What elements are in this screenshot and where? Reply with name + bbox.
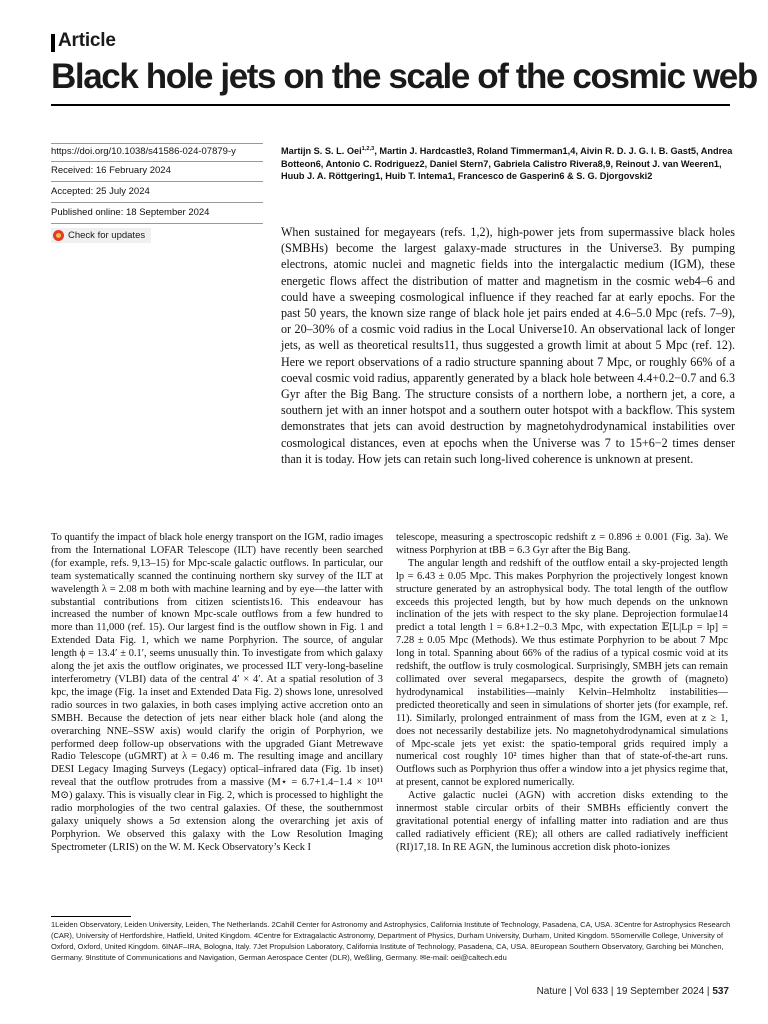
meta-divider xyxy=(51,143,263,144)
page-number: 537 xyxy=(712,986,729,997)
first-author[interactable]: Martijn S. S. L. Oei xyxy=(281,146,362,156)
journal-name: Nature xyxy=(536,986,567,997)
volume: Vol 633 xyxy=(574,986,609,997)
affiliations-footnote: 1Leiden Observatory, Leiden University, Leiden, The Netherlands. 2Cahill Center for Astronomy and Astrophysics, California Institute of Technology, Pasadena, CA, USA. 3Centre for Astrophysics Research (CAR), University of Hertfordshire, Hatfield, United Kingdom. 4Centre for Extragalactic Astronomy, Department of Physics, Durham University, Durham, United Kingdom. 5Somerville College, University of Oxford, Oxford, United Kingdom. 6INAF–IRA, Bologna, Italy. 7Jet Propulsion Laboratory, California Institute of Technology, Pasadena, CA, USA. 8European Southern Observatory, Garching bei München, Germany. 9Institute of Communications and Navigation, German Aerospace Center (DLR), Weßling, Germany. ✉e-mail: oei@caltech.edu xyxy=(51,920,731,962)
doi-link[interactable]: https://doi.org/10.1038/s41586-024-07879-y xyxy=(51,146,236,157)
meta-divider xyxy=(51,161,263,162)
article-type-label: Article xyxy=(58,30,116,51)
received-date: Received: 16 February 2024 xyxy=(51,165,171,176)
accepted-date: Accepted: 25 July 2024 xyxy=(51,186,150,197)
crossmark-icon xyxy=(53,230,64,241)
author-list xyxy=(281,145,741,183)
meta-divider xyxy=(51,223,263,224)
body-paragraph: The angular length and redshift of the outflow entail a sky-projected length lp = 6.43 ± 0.05 Mpc. This makes Porphyrion the projectively longest known structure generated by an astrophysical body. The total length of the outflow exceeds this projected length, but by how much depends on the unknown inclination of the jets with respect to the sky plane. Deprojection formulae14 predict a total length l = 6.8+1.2−0.3 Mpc, with expectation 𝔼[L|Lp = lp] = 7.28 ± 0.05 Mpc (Methods). We thus estimate Porphyrion to be about 7 Mpc long in total. Spanning about 66% of the radius of a typical cosmic void at its redshift, the outflow is truly cosmological. Surprisingly, SMBH jets can remain collimated over several megaparsecs, despite the growth of (magneto) hydrodynamical instabilities—mainly Kelvin–Helmholtz instabilities—predicted theoretically and seen in simulations of shorter jets (for example, ref. 11). Similarly, prolonged entrainment of mass from the IGM, even at z ≥ 1, does not necessarily destabilize jets. No magnetohydrodynamical simulations of Mpc-scale jets yet exist: the spatio-temporal grids required imply a numerical cost roughly 10² times higher than that of state-of-the-art runs. Outflows such as Porphyrion thus offer a window into a jet physics regime that, at present, cannot be explored numerically. xyxy=(396,557,728,789)
other-authors: , Martin J. Hardcastle3, Roland Timmerman1,4, Aivin R. D. J. G. I. B. Gast5, Andrea Botteon6, Antonio C. Rodriguez2, Daniel Stern7, Gabriela Calistro Rivera8,9, Reinout J. van Weeren1, Huub J. A. Röttgering1, Huib T. Intema1, Francesco de Gasperin6 & S. G. Djorgovski2 xyxy=(281,146,733,182)
published-date: Published online: 18 September 2024 xyxy=(51,207,210,218)
header-rule xyxy=(51,34,55,52)
issue-date: 19 September 2024 xyxy=(616,986,705,997)
first-author-affiliations: 1,2,3 xyxy=(361,145,375,152)
footnote-rule xyxy=(51,916,131,917)
article-title: Black hole jets on the scale of the cosmic web xyxy=(51,57,757,96)
meta-divider xyxy=(51,181,263,182)
body-column-left xyxy=(51,532,383,855)
folio-separator: | xyxy=(569,986,575,997)
meta-divider xyxy=(51,202,263,203)
abstract xyxy=(281,224,735,467)
folio-separator: | xyxy=(706,986,713,997)
page-footer xyxy=(480,986,729,997)
check-updates-label: Check for updates xyxy=(68,230,146,241)
body-paragraph: Active galactic nuclei (AGN) with accretion disks extending to the innermost stable circular orbits of their SMBHs efficiently convert the gravitational potential energy of infalling matter into radiation and are thus called radiatively efficient (RE); all others are called radiatively inefficient (RI)17,18. In RE AGN, the luminous accretion disk photo-ionizes xyxy=(396,790,728,853)
check-for-updates-button[interactable] xyxy=(51,228,151,243)
folio-separator: | xyxy=(610,986,617,997)
body-paragraph: telescope, measuring a spectroscopic redshift z = 0.896 ± 0.001 (Fig. 3a). We witness Porphyrion at tBB = 6.3 Gyr after the Big Bang. xyxy=(396,532,728,556)
body-column-right xyxy=(396,532,728,855)
body-paragraph: To quantify the impact of black hole energy transport on the IGM, radio images from the International LOFAR Telescope (ILT) have recently been searched (for example, refs. 9,13–15) for Mpc-scale galactic outflows. In particular, our team systematically scanned the continuing northern sky survey of the ILT at wavelength λ = 2.08 m both with machine learning and by eye—the latter with substantial contributions from citizen scientists16. This endeavour has increased the number of known Mpc-scale outflows from a few hundred to more than 11,000 (ref. 15). Our largest find is the outflow shown in Fig. 1 and Extended Data Fig. 1, which we name Porphyrion. The source, of angular length ϕ = 13.4′ ± 0.1′, seems unusually thin. To investigate from which galaxy along the jet axis the outflow originates, we processed ILT very-long-baseline interferometry (VLBI) data of the central 4′ × 4′. At a spatial resolution of 3 kpc, the image (Fig. 1a inset and Extended Data Fig. 2) shows lone, unresolved radio sources in two galaxies, in both cases implying active accretion onto an SMBH. Because the detection of jets near either black hole (and along the overarching NNE–SSW axis) would clarify the origin of Porphyrion, we performed deep follow-up observations with the upgraded Giant Metrewave Radio Telescope (uGMRT) at λ = 0.46 m. The resulting image and ancillary DESI Legacy Imaging Surveys (Legacy) optical–infrared data (Fig. 1b inset) reveal that the outflow protrudes from a massive (M⋆ = 6.7+1.4−1.4 × 10¹¹ M⊙) galaxy. This is visually clear in Fig. 2, which is processed to highlight the radio morphologies of the two central galaxies. Of these, the southernmost galaxy uniquely shows a 5σ extension along the overarching jet axis of Porphyrion. We observed this galaxy with the Low Resolution Imaging Spectrometer (LRIS) on the W. M. Keck Observatory’s Keck I xyxy=(51,532,383,853)
title-rule xyxy=(51,104,730,106)
abstract-text: When sustained for megayears (refs. 1,2), high-power jets from supermassive black holes (SMBHs) become the largest galaxy-made structures in the Universe3. By pumping electrons, atomic nuclei and magnetic fields into the intergalactic medium (IGM), these energetic flows affect the distribution of matter and magnetism in the cosmic web4–6 and could have a sweeping cosmological influence if they reached far at early epochs. For the past 50 years, the known size range of black hole jet pairs ended at 4.6–5.0 Mpc (refs. 7–9), or 20–30% of a cosmic void radius in the Local Universe10. An observational lack of longer jets, as well as theoretical results11, thus suggested a growth limit at about 5 Mpc (ref. 12). Here we report observations of a radio structure spanning about 7 Mpc, or roughly 66% of a coeval cosmic void radius, apparently generated by a black hole between 4.4+0.2−0.7 and 6.3 Gyr after the Big Bang. The structure consists of a northern lobe, a northern jet, a core, a southern jet with an inner hotspot and a southern outer hotspot with a backflow. This system demonstrates that jets can avoid destruction by magnetohydrodynamical instabilities over cosmological distances, even at epochs when the Universe was 7 to 15+6−2 times denser than it is today. How jets can retain such long-lived coherence is unknown at present. xyxy=(281,225,735,466)
